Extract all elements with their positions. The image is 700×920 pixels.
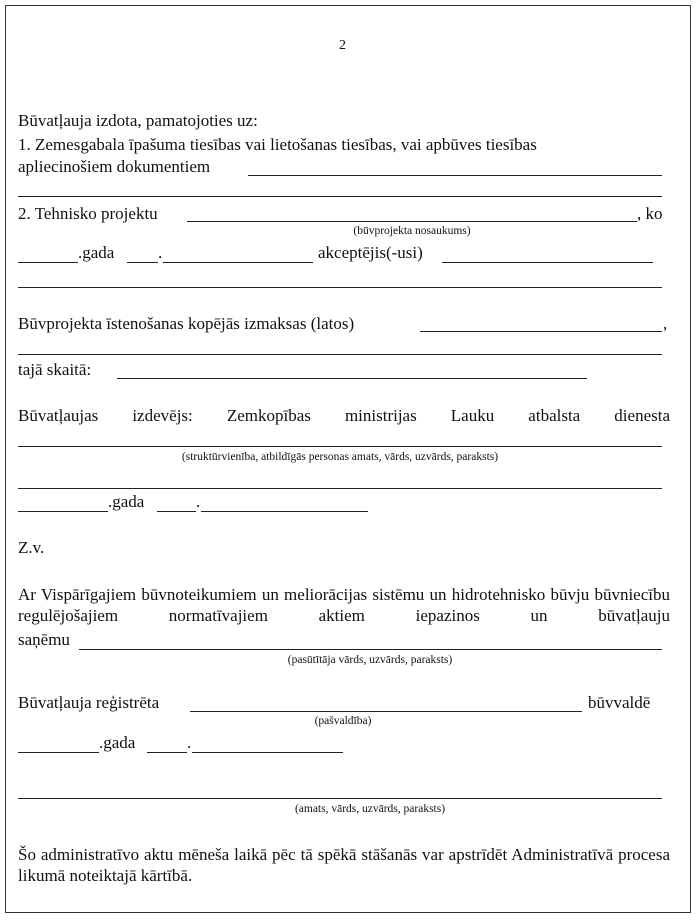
issue-dot: . (196, 492, 201, 511)
project-name-field[interactable] (187, 221, 637, 222)
cost-continuation-field[interactable] (18, 354, 662, 355)
taja-skaita-label: tajā skaitā: (18, 360, 92, 379)
accept-gada-text: .gada (78, 243, 115, 262)
issuer-caption: (struktūrvienība, atbildīgās personas amats, vārds, uzvārds, paraksts) (181, 451, 499, 463)
issuer-text: Būvatļaujas izdevējs: Zemkopības ministrijas Lauku atbalsta dienesta (18, 406, 670, 425)
customer-signature-field[interactable] (79, 649, 662, 650)
registration-label: Būvatļauja reģistrēta (18, 693, 160, 712)
issuer-unit-field[interactable] (18, 446, 662, 447)
issue-year-field[interactable] (18, 511, 108, 512)
item1-line1: 1. Zemesgabala īpašuma tiesības vai lietošanas tiesības, vai apbūves tiesības (18, 135, 537, 154)
item1-continuation-field[interactable] (18, 196, 662, 197)
item2-continuation-field[interactable] (18, 287, 662, 288)
cost-breakdown-field[interactable] (117, 378, 587, 379)
registration-year-field[interactable] (18, 752, 99, 753)
item2-suffix: , ko (637, 204, 663, 223)
issue-month-field[interactable] (201, 511, 368, 512)
accept-year-field[interactable] (18, 262, 78, 263)
item1-line2: apliecinošiem dokumentiem (18, 157, 211, 176)
cost-total-field[interactable] (420, 331, 662, 332)
municipality-field[interactable] (190, 711, 582, 712)
issue-gada-text: .gada (108, 492, 145, 511)
intro-text: Būvatļauja izdota, pamatojoties uz: (18, 111, 258, 130)
registrar-caption: (amats, vārds, uzvārds, paraksts) (294, 803, 446, 815)
municipality-caption: (pašvaldība) (314, 715, 372, 727)
customer-caption: (pasūtītāja vārds, uzvārds, paraksts) (287, 654, 453, 666)
accept-text: akceptējis(-usi) (318, 243, 423, 262)
issue-day-field[interactable] (157, 511, 196, 512)
accept-day-field[interactable] (127, 262, 158, 263)
issuer-continuation-field[interactable] (18, 488, 662, 489)
registration-day-field[interactable] (147, 752, 187, 753)
accept-dot: . (158, 243, 163, 262)
acceptor-field[interactable] (442, 262, 653, 263)
cost-label: Būvprojekta īstenošanas kopējās izmaksas (latos) (18, 314, 355, 333)
item2-label: 2. Tehnisko projektu (18, 204, 158, 223)
acknowledgement-last: saņēmu (18, 630, 70, 649)
registrar-signature-field[interactable] (18, 798, 662, 799)
item1-documents-field[interactable] (248, 175, 662, 176)
registration-dot: . (187, 733, 192, 752)
registration-month-field[interactable] (192, 752, 343, 753)
seal-place-label: Z.v. (18, 538, 45, 557)
page-number: 2 (339, 38, 346, 53)
cost-comma: , (663, 314, 668, 333)
project-name-caption: (būvprojekta nosaukums) (353, 225, 471, 237)
accept-month-field[interactable] (163, 262, 313, 263)
acknowledgement-text: Ar Vispārīgajiem būvnoteikumiem un meliorācijas sistēmu un hidrotehnisko būvju būvniecību regulējošajiem normatīvajiem aktiem iepazinos un būvatļauju (18, 585, 670, 625)
registration-gada-text: .gada (99, 733, 136, 752)
appeal-notice: Šo administratīvo aktu mēneša laikā pēc tā spēkā stāšanās var apstrīdēt Administratīvā procesa likumā noteiktajā kārtībā. (18, 845, 670, 885)
registration-suffix: būvvaldē (588, 693, 651, 712)
